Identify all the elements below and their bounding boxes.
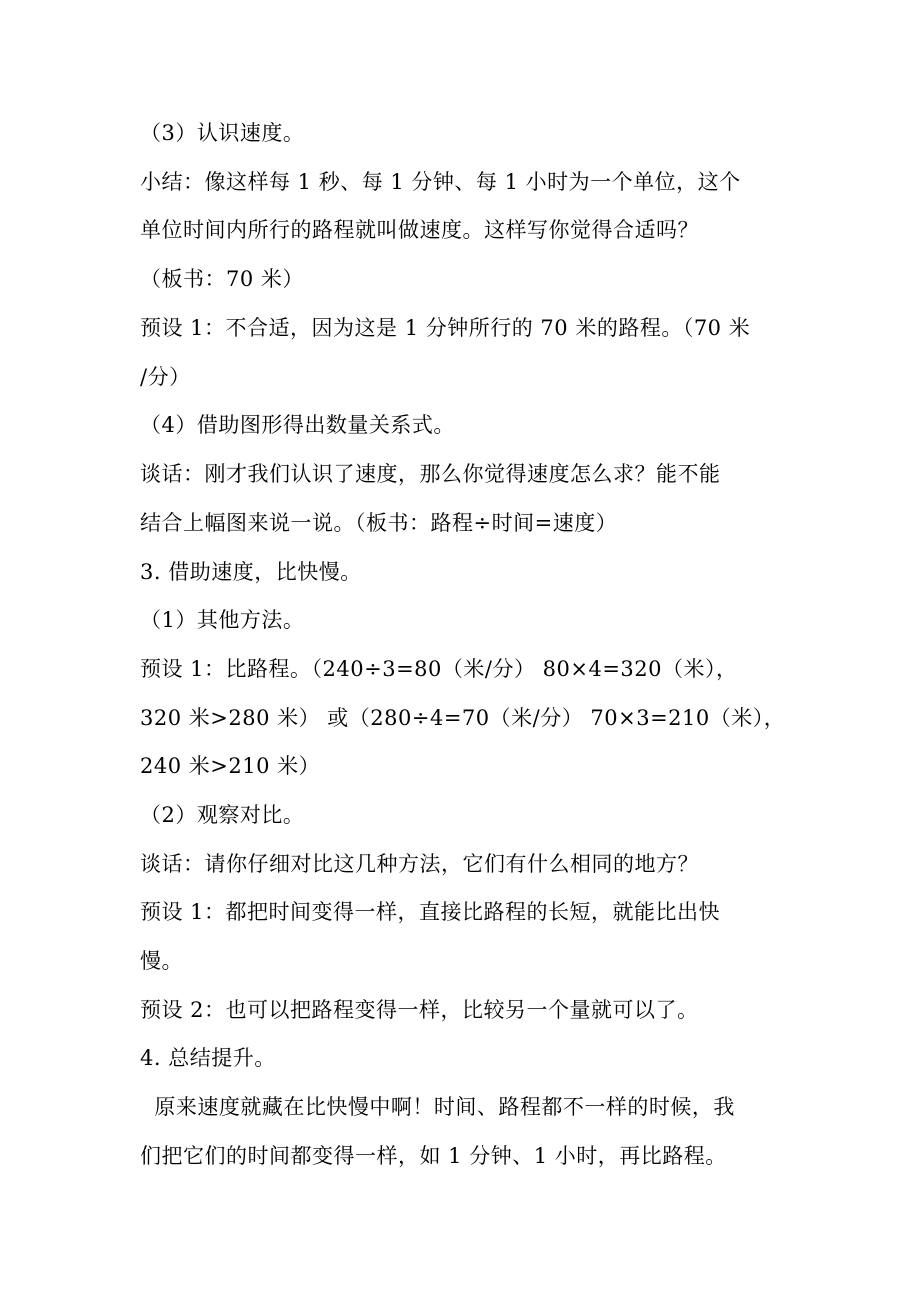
preset-1-same-time-line-2: 慢。 (140, 949, 183, 973)
preset-1-same-time-line-1: 预设 1：都把时间变得一样，直接比路程的长短，就能比出快 (140, 900, 721, 924)
preset-distance-line-1: 预设 1：比路程。（240÷3=80（米/分） 80×4=320（米）， (140, 657, 738, 681)
section-heading-compare-speed: 3. 借助速度，比快慢。 (140, 560, 362, 584)
summary-text-line-1: 小结：像这样每 1 秒、每 1 分钟、每 1 小时为一个单位，这个 (140, 170, 741, 194)
blackboard-note: （板书：70 米） (140, 267, 304, 291)
preset-distance-line-3: 240 米>210 米） (140, 754, 321, 778)
preset-2-same-distance: 预设 2：也可以把路程变得一样，比较另一个量就可以了。 (140, 998, 699, 1022)
dialogue-compare-methods: 谈话：请你仔细对比这几种方法，它们有什么相同的地方？ (140, 852, 699, 876)
dialogue-line-1: 谈话：刚才我们认识了速度，那么你觉得速度怎么求？能不能 (140, 462, 721, 486)
subheading-other-methods: （1）其他方法。 (140, 608, 305, 632)
preset-1-line-1: 预设 1：不合适，因为这是 1 分钟所行的 70 米的路程。（70 米 (140, 316, 751, 340)
conclusion-line-2: 们把它们的时间都变得一样，如 1 分钟、1 小时，再比路程。 (140, 1144, 727, 1168)
summary-text-line-2: 单位时间内所行的路程就叫做速度。这样写你觉得合适吗？ (140, 218, 699, 242)
section-heading-recognize-speed: （3）认识速度。 (140, 121, 305, 145)
conclusion-line-1: 原来速度就藏在比快慢中啊！时间、路程都不一样的时候，我 (140, 1095, 735, 1119)
section-heading-formula: （4）借助图形得出数量关系式。 (140, 413, 455, 437)
dialogue-line-2: 结合上幅图来说一说。（板书：路程÷时间=速度） (140, 511, 618, 535)
section-heading-summary: 4. 总结提升。 (140, 1046, 276, 1070)
preset-1-line-2: /分） (140, 365, 191, 389)
preset-distance-line-2: 320 米>280 米） 或（280÷4=70（米/分） 70×3=210（米）， (140, 706, 786, 730)
subheading-observe-compare: （2）观察对比。 (140, 803, 305, 827)
